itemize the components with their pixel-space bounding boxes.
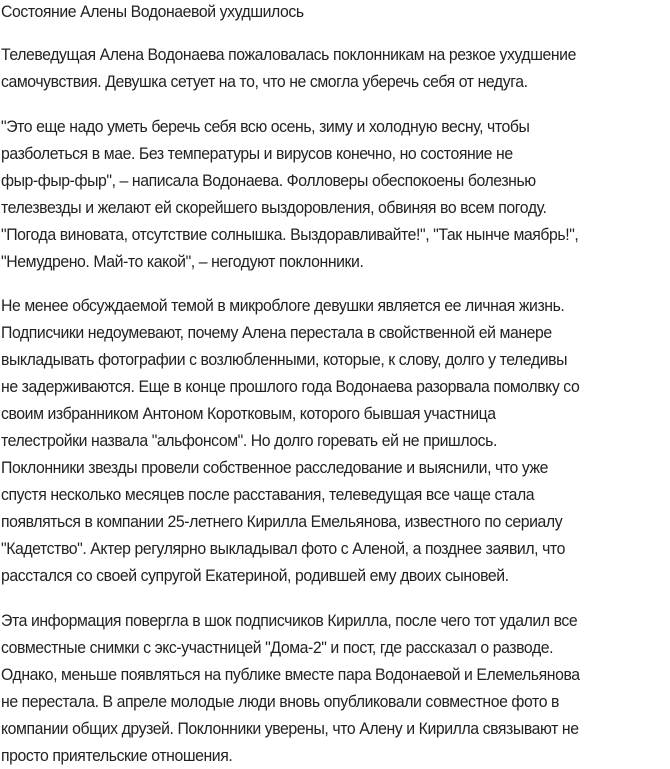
text-line: самочувствия. Девушка сетует на то, что не смогла уберечь себя от недуга. [1,72,528,91]
text-line: совместные снимки с экс-участницей "Дома-2" и пост, где рассказал о разводе. [1,638,554,657]
text-line: "Кадетство". Актер регулярно выкладывал фото с Аленой, а позднее заявил, что [1,539,565,558]
text-line: "Немудрено. Май-то какой", – негодуют поклонники. [1,252,364,271]
text-line: своим избранником Антоном Коротковым, которого бывшая участница [1,404,496,423]
article-title: Состояние Алены Водонаевой ухудшилось [1,2,304,21]
text-line: просто приятельские отношения. [1,746,233,765]
text-line: разболеться в мае. Без температуры и вирусов конечно, но состояние не [1,144,513,163]
text-line: "Погода виновата, отсутствие солнышка. Выздоравливайте!", "Так нынче маябрь!", [1,225,579,244]
text-line: спустя несколько месяцев после расставания, телеведущая все чаще стала [1,485,535,504]
text-line: Телеведущая Алена Водонаева пожаловалась поклонникам на резкое ухудшение [1,45,576,64]
text-line: появляться в компании 25-летнего Кирилла Емельянова, известного по сериалу [1,512,563,531]
text-line: фыр-фыр-фыр", – написала Водонаева. Фолловеры обеспокоены болезнью [1,171,536,190]
text-line: расстался со своей супругой Екатериной, родившей ему двоих сыновей. [1,566,509,585]
text-line: "Это еще надо уметь беречь себя всю осень, зиму и холодную весну, чтобы [1,117,530,136]
paragraph-quote [1,113,670,275]
text-line: Эта информация повергла в шок подписчиков Кирилла, после чего тот удалил все [1,611,578,630]
text-line: Не менее обсуждаемой темой в микроблоге девушки является ее личная жизнь. [1,296,565,315]
paragraph-personal-life [1,292,670,589]
text-line: не перестала. В апреле молодые люди вновь опубликовали совместное фото в [1,692,560,711]
paragraph-intro [1,41,670,95]
text-line: выкладывать фотографии с возлюбленными, которые, к слову, долго у теледивы [1,350,568,369]
text-line: телезвезды и желают ей скорейшего выздоровления, обвиняя во всем погоду. [1,198,547,217]
text-line: Поклонники звезды провели собственное расследование и выяснили, что уже [1,458,549,477]
text-line: не задерживаются. Еще в конце прошлого года Водонаева разорвала помолвку со [1,377,580,396]
text-line: Подписчики недоумевают, почему Алена перестала в свойственной ей манере [1,323,552,342]
text-line: телестройки назвала "альфонсом". Но долго горевать ей не пришлось. [1,431,497,450]
text-line: Однако, меньше появляться на публике вместе пара Водонаевой и Елемельянова [1,665,580,684]
text-line: компании общих друзей. Поклонники уверены, что Алену и Кирилла связывают не [1,719,579,738]
paragraph-reaction [1,607,670,769]
